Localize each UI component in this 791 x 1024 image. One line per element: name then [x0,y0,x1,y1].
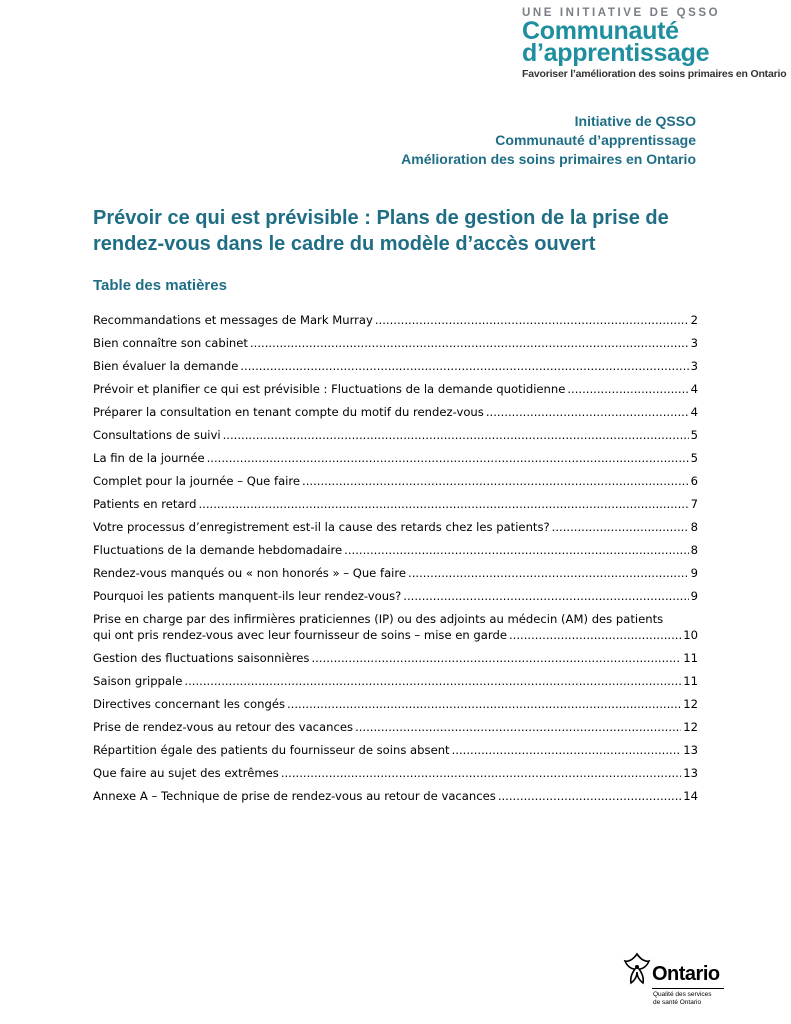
toc-entry[interactable] [93,381,698,397]
ontario-subtitle-line2: de santé Ontario [653,999,702,1006]
toc-entry[interactable] [93,588,698,604]
toc-entry-title: Recommandations et messages de Mark Murray [93,313,373,327]
toc-entry-title: Complet pour la journée – Que faire [93,474,301,488]
toc-entry-page: 5 [690,451,698,465]
toc-leader [311,650,681,666]
toc-entry-title: Fluctuations de la demande hebdomadaire [93,543,343,557]
toc-leader [198,496,688,512]
organization-block [401,112,696,169]
ontario-rule [652,988,724,989]
toc-leader [486,404,689,420]
toc-entry-page: 13 [683,766,698,780]
logo-line1: Communauté [522,17,679,45]
toc-entry-title: Pourquoi les patients manquent-ils leur rendez-vous? [93,589,402,603]
toc-entry-page: 6 [690,474,698,488]
toc-leader [375,312,689,328]
toc-leader [302,473,689,489]
toc-entry-title: Rendez-vous manqués ou « non honorés » – Que faire [93,566,407,580]
toc-entry-line1 [93,611,698,627]
ontario-logo [622,952,732,1012]
org-line2: Communauté d’apprentissage [495,132,696,148]
toc-entry[interactable] [93,358,698,374]
toc-entry-title: Prévoir et planifier ce qui est prévisible : Fluctuations de la demande quotidienne [93,382,566,396]
toc-entry-page: 8 [690,520,698,534]
logo-line2: d’apprentissage [522,39,710,67]
toc-entry[interactable] [93,765,698,781]
toc-entry-page: 11 [683,674,698,688]
org-line1: Initiative de QSSO [574,113,696,129]
toc-entry[interactable] [93,519,698,535]
toc-leader [250,335,689,351]
toc-entry[interactable] [93,542,698,558]
toc-entry-title: Annexe A – Technique de prise de rendez-vous au retour de vacances [93,789,496,803]
toc-entry-page: 12 [683,720,698,734]
toc-entry[interactable] [93,696,698,712]
toc-leader [344,542,688,558]
logo-tagline: Favoriser l’amélioration des soins primaires en Ontario [522,68,787,80]
toc-heading: Table des matières [93,277,227,294]
toc-entry-title: Consultations de suivi [93,428,221,442]
toc-entry-title: Saison grippale [93,674,183,688]
toc-entry[interactable] [93,496,698,512]
toc-entry-title: Bien connaître son cabinet [93,336,248,350]
toc-entry[interactable] [93,788,698,804]
toc-leader [355,719,681,735]
table-of-contents [93,312,698,811]
toc-leader [240,358,688,374]
toc-entry[interactable] [93,611,698,643]
toc-entry-page: 13 [683,743,698,757]
toc-leader [207,450,689,466]
toc-entry-title: Répartition égale des patients du fournisseur de soins absent [93,743,450,757]
toc-leader [184,673,681,689]
toc-entry-page: 12 [683,697,698,711]
toc-leader [403,588,688,604]
toc-entry[interactable] [93,650,698,666]
toc-entry-page: 9 [690,566,698,580]
toc-entry[interactable] [93,742,698,758]
toc-entry[interactable] [93,719,698,735]
toc-leader [408,565,689,581]
toc-entry-page: 10 [683,628,698,642]
toc-leader [552,519,689,535]
toc-entry-title: Bien évaluer la demande [93,359,239,373]
toc-entry-page: 11 [683,651,698,665]
toc-entry[interactable] [93,673,698,689]
ontario-subtitle [653,991,712,1007]
toc-entry-page: 5 [690,428,698,442]
toc-entry-page: 9 [690,589,698,603]
toc-entry-page: 3 [690,359,698,373]
toc-leader [452,742,682,758]
toc-entry[interactable] [93,312,698,328]
logo-kicker: UNE INITIATIVE DE QSSO [522,7,721,19]
toc-entry-page: 3 [690,336,698,350]
toc-entry-title: Directives concernant les congés [93,697,285,711]
toc-entry[interactable] [93,473,698,489]
toc-entry-title-cont: qui ont pris rendez-vous avec leur fournisseur de soins – mise en garde [93,628,507,642]
toc-entry-title: Gestion des fluctuations saisonnières [93,651,310,665]
learning-community-logo [522,6,787,80]
toc-entry-line2 [93,627,698,643]
toc-entry-title: Prise de rendez-vous au retour des vacances [93,720,354,734]
toc-entry-title: Votre processus d’enregistrement est-il la cause des retards chez les patients? [93,520,550,534]
toc-entry[interactable] [93,335,698,351]
toc-entry-title: Préparer la consultation en tenant compte du motif du rendez-vous [93,405,484,419]
toc-entry-page: 2 [690,313,698,327]
toc-entry-page: 7 [690,497,698,511]
toc-entry-page: 14 [683,789,698,803]
toc-entry-page: 8 [690,543,698,557]
toc-leader [509,627,681,643]
toc-leader [281,765,681,781]
toc-entry[interactable] [93,404,698,420]
ontario-wordmark: Ontario [652,963,720,985]
toc-leader [567,381,688,397]
ontario-subtitle-line1: Qualité des services [653,991,712,998]
toc-entry[interactable] [93,427,698,443]
toc-leader [287,696,681,712]
document-title: Prévoir ce qui est prévisible : Plans de gestion de la prise de rendez-vous dans le cadre du modèle d’accès ouvert [93,207,669,255]
toc-entry-page: 4 [690,382,698,396]
toc-entry-title: La fin de la journée [93,451,205,465]
toc-entry[interactable] [93,565,698,581]
toc-entry-title: Prise en charge par des infirmières praticiennes (IP) ou des adjoints au médecin (AM) des patients [93,612,664,626]
toc-entry-page: 4 [690,405,698,419]
toc-leader [498,788,681,804]
toc-entry[interactable] [93,450,698,466]
toc-entry-title: Patients en retard [93,497,197,511]
toc-leader [223,427,689,443]
trillium-icon [622,952,652,986]
toc-entry-title: Que faire au sujet des extrêmes [93,766,279,780]
org-line3: Amélioration des soins primaires en Ontario [401,151,696,167]
